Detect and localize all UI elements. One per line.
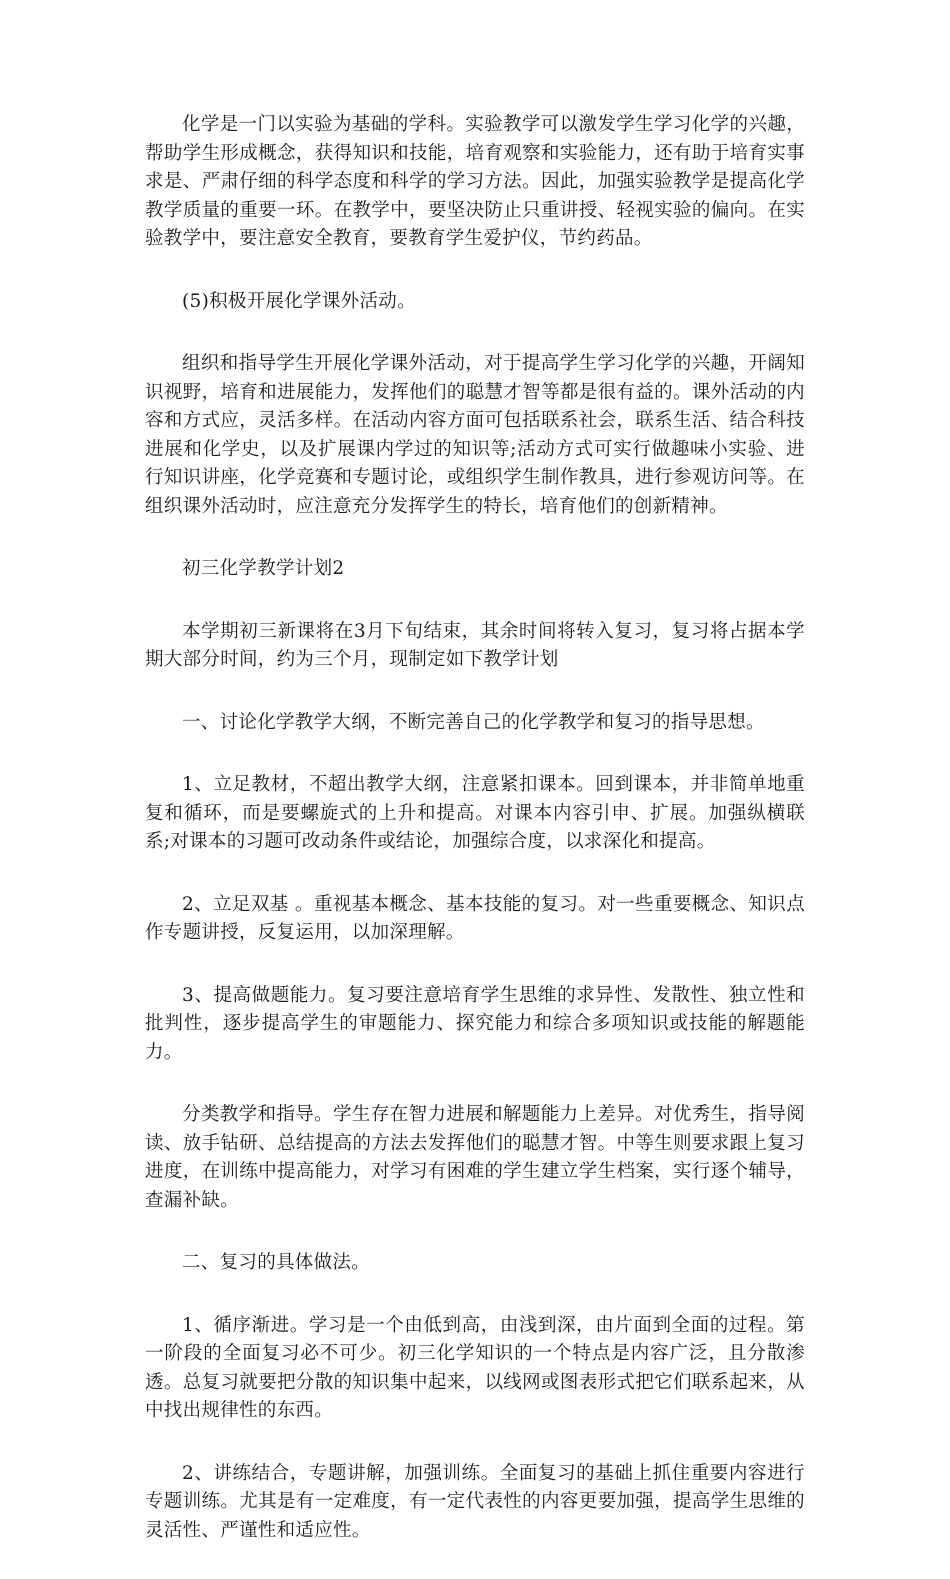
section-title-plan-2: 初三化学教学计划2: [182, 558, 345, 579]
document-page: [145, 111, 805, 1579]
paragraph-experiment-teaching: 化学是一门以实验为基础的学科。实验教学可以激发学生学习化学的兴趣，帮助学生形成概念，获得知识和技能，培育观察和实验能力，还有助于培育实事求是、严肃仔细的科学态度和科学的学习方法。因此，加强实验教学是提高化学教学质量的重要一环。在教学中，要坚决防止只重讲授、轻视实验的偏向。在实验教学中，要注意安全教育，要教育学生爱护仪，节约药品。: [145, 114, 805, 249]
paragraph-semester-intro: 本学期初三新课将在3月下旬结束，其余时间将转入复习，复习将占据本学期大部分时间，约为三个月，现制定如下教学计划: [145, 620, 805, 670]
paragraph-gradual-progress: 1、循序渐进。学习是一个由低到高，由浅到深，由片面到全面的过程。第一阶段的全面复习必不可少。初三化学知识的一个特点是内容广泛，且分散渗透。总复习就要把分散的知识集中起来，以线网或图表形式把它们联系起来，从中找出规律性的东西。: [145, 1314, 805, 1421]
paragraph-extracurricular: 组织和指导学生开展化学课外活动，对于提高学生学习化学的兴趣，开阔知识视野，培育和进展能力，发挥他们的聪慧才智等都是很有益的。课外活动的内容和方式应，灵活多样。在活动内容方面可包括联系社会，联系生活、结合科技进展和化学史，以及扩展课内学过的知识等;活动方式可实行做趣味小实验、进行知识讲座，化学竞赛和专题讨论，或组织学生制作教具，进行参观访问等。在组织课外活动时，应注意充分发挥学生的特长，培育他们的创新精神。: [145, 353, 805, 517]
heading-extracurricular: (5)积极开展化学课外活动。: [182, 290, 416, 312]
paragraph-textbook: 1、立足教材，不超出教学大纲，注意紧扣课本。回到课本，并非简单地重复和循环，而是要螺旋式的上升和提高。对课本内容引申、扩展。加强纵横联系;对课本的习题可改动条件或结论，加强综合度，以求深化和提高。: [145, 774, 805, 852]
paragraph-differentiated-teaching: 分类教学和指导。学生存在智力进展和解题能力上差异。对优秀生，指导阅读、放手钻研、总结提高的方法去发挥他们的聪慧才智。中等生则要求跟上复习进度，在训练中提高能力，对学习有困难的学生建立学生档案，实行逐个辅导，查漏补缺。: [145, 1104, 805, 1211]
paragraph-practice: 2、讲练结合，专题讲解，加强训练。全面复习的基础上抓住重要内容进行专题训练。尤其是有一定难度，有一定代表性的内容更要加强，提高学生思维的灵活性、严谨性和适应性。: [145, 1462, 805, 1541]
paragraph-basics: 2、立足双基 。重视基本概念、基本技能的复习。对一些重要概念、知识点作专题讲授，反复运用，以加深理解。: [145, 893, 805, 943]
heading-review-methods: 二、复习的具体做法。: [182, 1252, 371, 1273]
paragraph-problem-solving: 3、提高做题能力。复习要注意培育学生思维的求异性、发散性、独立性和批判性，逐步提高学生的审题能力、探究能力和综合多项知识或技能的解题能力。: [145, 984, 805, 1063]
heading-syllabus: 一、讨论化学教学大纲，不断完善自己的化学教学和复习的指导思想。: [182, 711, 765, 733]
